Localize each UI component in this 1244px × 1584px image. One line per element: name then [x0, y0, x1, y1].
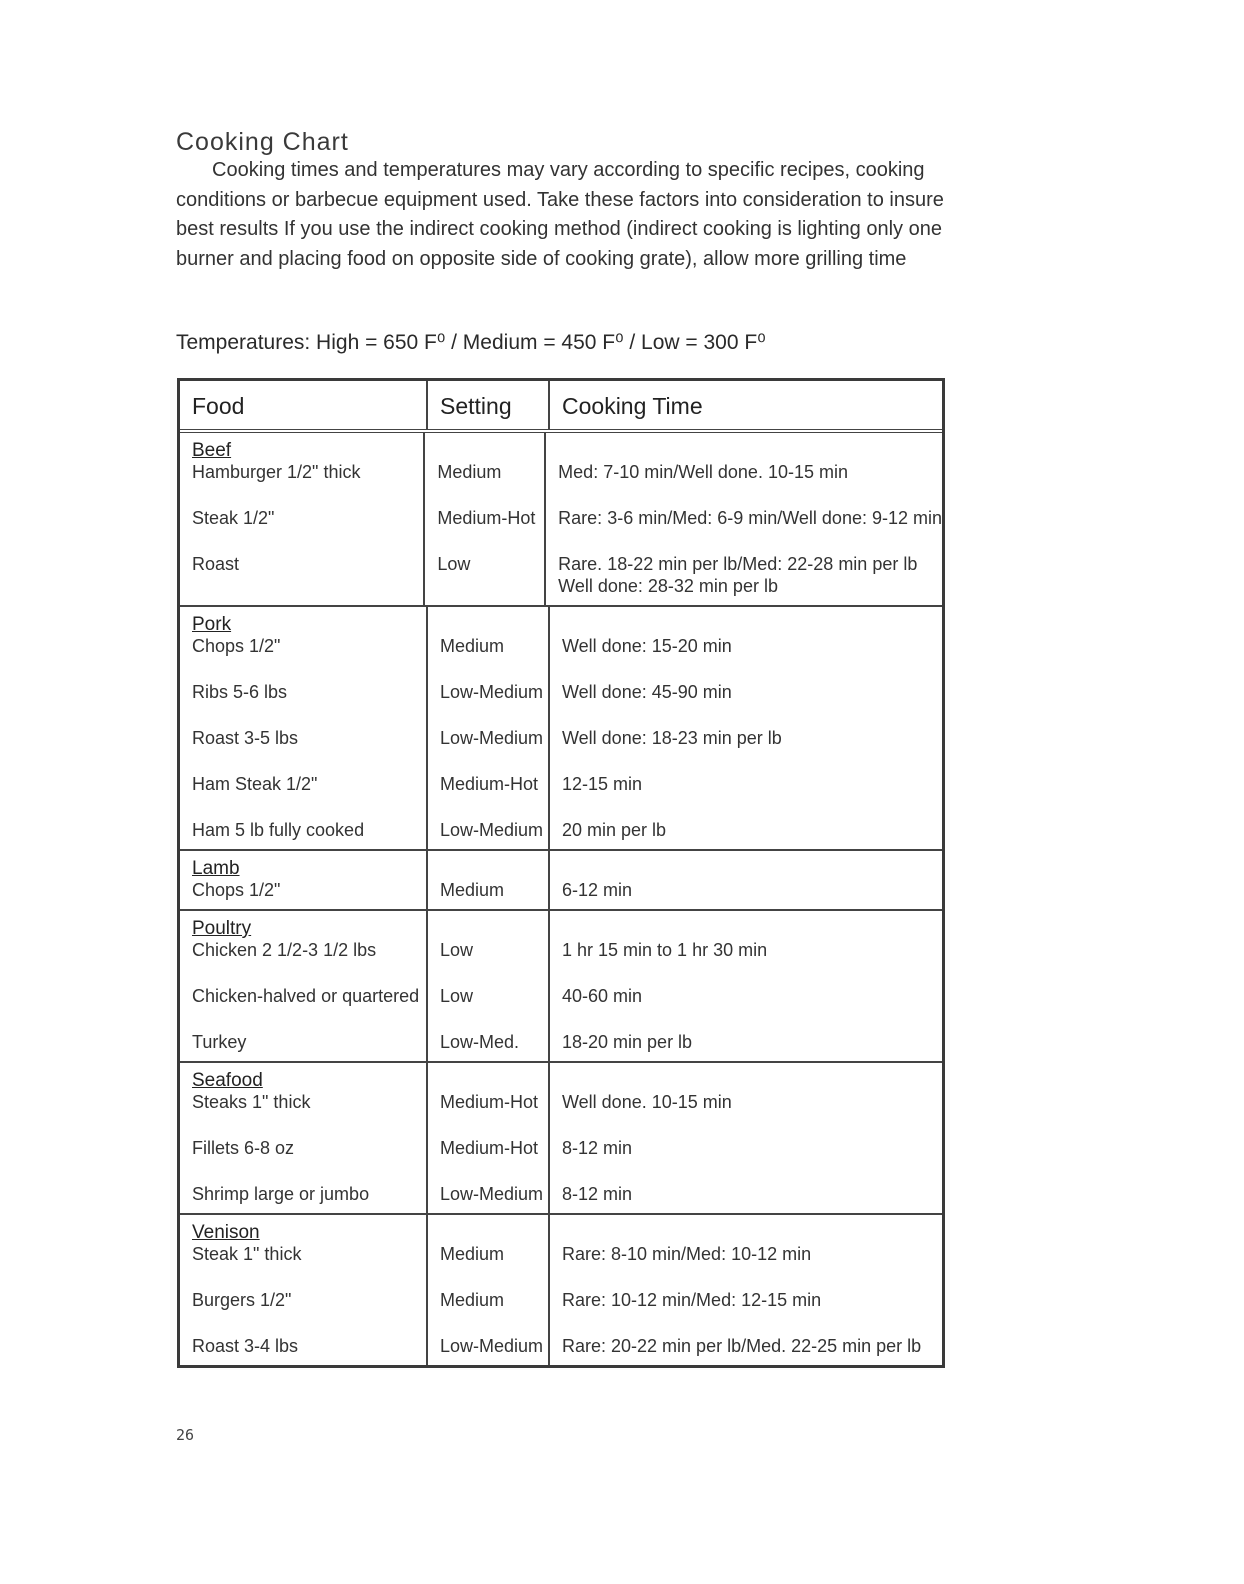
cooking-time-value: Well done: 45-90 min: [562, 682, 732, 702]
row-gap: [192, 795, 426, 819]
row-gap: [437, 483, 544, 507]
setting-cell: [425, 433, 546, 605]
food-item: Steak 1" thick: [192, 1244, 302, 1264]
food-cell: [180, 911, 428, 1061]
setting-value: Low-Med.: [440, 1032, 520, 1052]
food-item: Hamburger 1/2" thick: [192, 462, 361, 482]
cooking-time-value: Med: 7-10 min/Well done. 10-15 min: [558, 462, 848, 482]
line-pad: [192, 575, 423, 597]
category-spacer: [562, 1223, 942, 1243]
cooking-time-cell: [546, 433, 942, 605]
row-gap: [440, 1265, 548, 1289]
row-gap: [192, 529, 423, 553]
row-gap: [440, 1159, 548, 1183]
row-gap: [192, 1113, 426, 1137]
cooking-time-value: Rare. 18-22 min per lb/Med: 22-28 min per lb: [558, 554, 918, 574]
food-cell: [180, 851, 428, 909]
row-gap: [562, 1311, 942, 1335]
food-item: Ham Steak 1/2": [192, 774, 318, 794]
category-label: Seafood: [192, 1070, 263, 1091]
intro-paragraph: Cooking times and temperatures may vary according to specific recipes, cooking conditions or barbecue equipment used. Take these factors into consideration to insure best results If you use the indirect cooking method (indirect cooking is lighting only one burner and placing food on opposite side of cooking grate), allow more grilling time: [176, 159, 944, 270]
food-item: Ham 5 lb fully cooked: [192, 820, 365, 840]
food-cell: [180, 1215, 428, 1365]
category-spacer: [440, 615, 548, 635]
setting-value: Low: [440, 940, 474, 960]
setting-value: Medium-Hot: [440, 1138, 539, 1158]
food-item: Shrimp large or jumbo: [192, 1184, 370, 1204]
category-label: Venison: [192, 1222, 260, 1243]
cooking-time-value: Well done. 10-15 min: [562, 1092, 732, 1112]
header-food: Food: [180, 381, 428, 429]
row-gap: [440, 1007, 548, 1031]
cooking-time-value: Rare: 10-12 min/Med: 12-15 min: [562, 1290, 822, 1310]
category-label: Poultry: [192, 918, 252, 939]
cooking-time-value: 20 min per lb: [562, 820, 667, 840]
food-item: Roast 3-5 lbs: [192, 728, 299, 748]
table-group-pork: [180, 607, 942, 851]
food-cell: [180, 433, 425, 605]
setting-value: Medium: [440, 880, 505, 900]
food-item: Chicken-halved or quartered: [192, 986, 420, 1006]
temperatures-line: Temperatures: High = 650 F⁰ / Medium = 450 F⁰ / Low = 300 F⁰: [176, 331, 766, 354]
table-group-seafood: [180, 1063, 942, 1215]
row-gap: [562, 703, 942, 727]
row-gap: [440, 1311, 548, 1335]
row-gap: [562, 657, 942, 681]
food-item: Chops 1/2": [192, 880, 281, 900]
row-gap: [440, 795, 548, 819]
row-gap: [192, 703, 426, 727]
header-cooking-time: Cooking Time: [562, 393, 703, 419]
setting-cell: [428, 911, 550, 1061]
food-cell: [180, 1063, 428, 1213]
category-spacer: [440, 1223, 548, 1243]
row-gap: [558, 529, 942, 553]
table-group-lamb: [180, 851, 942, 911]
cooking-time-cell: [550, 851, 942, 909]
row-gap: [440, 657, 548, 681]
cooking-time-value: Well done: 28-32 min per lb: [558, 576, 778, 596]
cooking-time-value: 1 hr 15 min to 1 hr 30 min: [562, 940, 768, 960]
category-spacer: [562, 1071, 942, 1091]
row-gap: [562, 795, 942, 819]
cooking-time-value: Rare: 3-6 min/Med: 6-9 min/Well done: 9-12 min: [558, 508, 942, 528]
category-spacer: [562, 859, 942, 879]
setting-value: Medium-Hot: [440, 1092, 539, 1112]
food-item: Steaks 1" thick: [192, 1092, 311, 1112]
setting-value: Medium-Hot: [437, 508, 536, 528]
setting-value: Medium: [440, 1290, 505, 1310]
cooking-time-value: Well done: 15-20 min: [562, 636, 732, 656]
row-gap: [192, 1007, 426, 1031]
cooking-time-cell: [550, 911, 942, 1061]
page-title: Cooking Chart: [176, 128, 349, 156]
row-gap: [192, 483, 423, 507]
setting-value: Medium: [437, 462, 502, 482]
setting-value: Low-Medium: [440, 820, 544, 840]
table-group-poultry: [180, 911, 942, 1063]
header-setting: Setting: [428, 381, 550, 429]
row-gap: [562, 1007, 942, 1031]
food-item: Ribs 5-6 lbs: [192, 682, 288, 702]
row-gap: [562, 961, 942, 985]
row-gap: [562, 1113, 942, 1137]
setting-value: Medium: [440, 1244, 505, 1264]
cooking-time-value: Rare: 20-22 min per lb/Med. 22-25 min per lb: [562, 1336, 922, 1356]
row-gap: [437, 529, 544, 553]
category-label: Pork: [192, 614, 232, 635]
food-item: Roast: [192, 554, 240, 574]
cooking-time-value: 12-15 min: [562, 774, 643, 794]
setting-value: Low-Medium: [440, 1336, 544, 1356]
setting-value: Low: [440, 986, 474, 1006]
food-item: Chops 1/2": [192, 636, 281, 656]
row-gap: [440, 749, 548, 773]
cooking-time-value: 40-60 min: [562, 986, 643, 1006]
row-gap: [440, 961, 548, 985]
category-spacer: [440, 919, 548, 939]
category-spacer: [440, 859, 548, 879]
cooking-time-value: 8-12 min: [562, 1138, 633, 1158]
category-spacer: [440, 1071, 548, 1091]
cooking-time-cell: [550, 607, 942, 849]
food-item: Steak 1/2": [192, 508, 275, 528]
row-gap: [562, 1159, 942, 1183]
setting-cell: [428, 607, 550, 849]
page-number: 26: [176, 1426, 195, 1444]
cooking-time-value: Rare: 8-10 min/Med: 10-12 min: [562, 1244, 812, 1264]
setting-value: Low-Medium: [440, 728, 544, 748]
line-pad: [437, 575, 544, 597]
row-gap: [440, 1113, 548, 1137]
row-gap: [440, 703, 548, 727]
food-cell: [180, 607, 428, 849]
category-spacer: [558, 441, 942, 461]
table-group-beef: [180, 433, 942, 607]
category-spacer: [437, 441, 544, 461]
food-item: Chicken 2 1/2-3 1/2 lbs: [192, 940, 377, 960]
setting-cell: [428, 851, 550, 909]
setting-value: Low: [437, 554, 471, 574]
cooking-time-value: 8-12 min: [562, 1184, 633, 1204]
row-gap: [192, 749, 426, 773]
table-group-venison: [180, 1215, 942, 1365]
row-gap: [192, 1265, 426, 1289]
cooking-chart-table: [177, 378, 945, 1368]
row-gap: [192, 657, 426, 681]
food-item: Turkey: [192, 1032, 247, 1052]
table-header-row: [180, 381, 942, 433]
setting-value: Low-Medium: [440, 682, 544, 702]
row-gap: [558, 483, 942, 507]
setting-value: Medium-Hot: [440, 774, 539, 794]
setting-cell: [428, 1215, 550, 1365]
category-label: Lamb: [192, 858, 240, 879]
food-item: Burgers 1/2": [192, 1290, 292, 1310]
row-gap: [192, 1311, 426, 1335]
category-label: Beef: [192, 440, 232, 461]
row-gap: [562, 749, 942, 773]
category-spacer: [562, 615, 942, 635]
row-gap: [192, 961, 426, 985]
cooking-time-value: 18-20 min per lb: [562, 1032, 693, 1052]
cooking-time-cell: [550, 1215, 942, 1365]
cooking-time-value: 6-12 min: [562, 880, 633, 900]
food-item: Fillets 6-8 oz: [192, 1138, 295, 1158]
cooking-time-value: Well done: 18-23 min per lb: [562, 728, 782, 748]
setting-value: Medium: [440, 636, 505, 656]
cooking-time-cell: [550, 1063, 942, 1213]
row-gap: [562, 1265, 942, 1289]
food-item: Roast 3-4 lbs: [192, 1336, 299, 1356]
setting-value: Low-Medium: [440, 1184, 544, 1204]
row-gap: [192, 1159, 426, 1183]
setting-cell: [428, 1063, 550, 1213]
category-spacer: [562, 919, 942, 939]
